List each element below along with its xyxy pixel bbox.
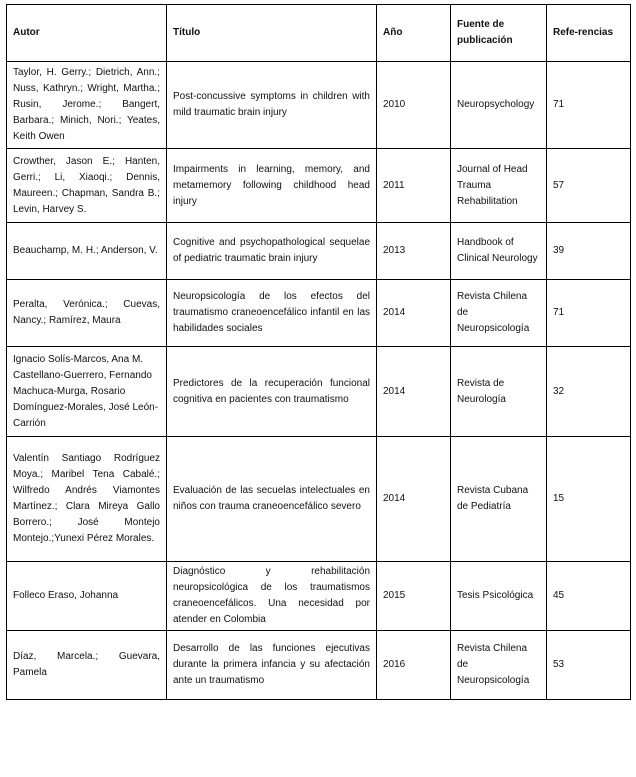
cell-referencias: 57 bbox=[547, 149, 631, 223]
cell-autor: Crowther, Jason E.; Hanten, Gerri.; Li, Xiaoqi.; Dennis, Maureen.; Chapman, Sandra B.; Levin, Harvey S. bbox=[7, 149, 167, 223]
cell-referencias: 15 bbox=[547, 437, 631, 562]
cell-fuente: Handbook of Clinical Neurology bbox=[451, 223, 547, 280]
table-row bbox=[7, 149, 631, 223]
cell-anio: 2011 bbox=[377, 149, 451, 223]
cell-autor: Peralta, Verónica.; Cuevas, Nancy.; Ramírez, Maura bbox=[7, 280, 167, 347]
cell-anio: 2013 bbox=[377, 223, 451, 280]
cell-anio: 2014 bbox=[377, 280, 451, 347]
cell-anio: 2014 bbox=[377, 347, 451, 437]
table-row bbox=[7, 347, 631, 437]
cell-autor: Díaz, Marcela.; Guevara, Pamela bbox=[7, 631, 167, 700]
cell-titulo: Desarrollo de las funciones ejecutivas durante la primera infancia y su afectación ante un traumatismo bbox=[167, 631, 377, 700]
cell-titulo: Cognitive and psychopathological sequelae of pediatric traumatic brain injury bbox=[167, 223, 377, 280]
cell-referencias: 45 bbox=[547, 562, 631, 631]
cell-autor: Ignacio Solís-Marcos, Ana M. Castellano-Guerrero, Fernando Machuca-Murga, Rosario Domínguez-Morales, José León-Carrión bbox=[7, 347, 167, 437]
cell-fuente: Revista Cubana de Pediatría bbox=[451, 437, 547, 562]
table-row bbox=[7, 280, 631, 347]
cell-fuente: Tesis Psicológica bbox=[451, 562, 547, 631]
cell-autor: Taylor, H. Gerry.; Dietrich, Ann.; Nuss, Kathryn.; Wright, Martha.; Rusin, Jerome.; Bangert, Barbara.; Minich, Nori.; Yeates, Keith Owen bbox=[7, 62, 167, 149]
publications-table bbox=[6, 4, 631, 700]
cell-referencias: 53 bbox=[547, 631, 631, 700]
cell-referencias: 71 bbox=[547, 62, 631, 149]
cell-titulo: Impairments in learning, memory, and metamemory following childhood head injury bbox=[167, 149, 377, 223]
cell-titulo: Diagnóstico y rehabilitación neuropsicológica de los traumatismos craneoencefálicos. Una necesidad por atender en Colombia bbox=[167, 562, 377, 631]
cell-titulo: Neuropsicología de los efectos del traumatismo craneoencefálico infantil en las habilidades sociales bbox=[167, 280, 377, 347]
document-page bbox=[6, 4, 630, 700]
cell-fuente: Journal of Head Trauma Rehabilitation bbox=[451, 149, 547, 223]
table-row bbox=[7, 437, 631, 562]
cell-autor: Beauchamp, M. H.; Anderson, V. bbox=[7, 223, 167, 280]
header-anio: Año bbox=[377, 5, 451, 62]
cell-fuente: Neuropsychology bbox=[451, 62, 547, 149]
cell-titulo: Evaluación de las secuelas intelectuales en niños con trauma craneoencefálico severo bbox=[167, 437, 377, 562]
header-titulo: Título bbox=[167, 5, 377, 62]
table-row bbox=[7, 223, 631, 280]
table-row bbox=[7, 62, 631, 149]
cell-anio: 2014 bbox=[377, 437, 451, 562]
header-fuente: Fuente de publicación bbox=[451, 5, 547, 62]
header-row bbox=[7, 5, 631, 62]
cell-autor: Valentín Santiago Rodríguez Moya.; Maribel Tena Cabalé.; Wilfredo Andrés Viamontes Martínez.; Clara Mireya Gallo Borrero.; José Montejo Montejo.;Yunexi Pérez Morales. bbox=[7, 437, 167, 562]
cell-referencias: 71 bbox=[547, 280, 631, 347]
cell-titulo: Post-concussive symptoms in children with mild traumatic brain injury bbox=[167, 62, 377, 149]
cell-anio: 2010 bbox=[377, 62, 451, 149]
cell-fuente: Revista Chilena de Neuropsicología bbox=[451, 280, 547, 347]
cell-fuente: Revista Chilena de Neuropsicología bbox=[451, 631, 547, 700]
header-referencias: Refe-rencias bbox=[547, 5, 631, 62]
cell-fuente: Revista de Neurología bbox=[451, 347, 547, 437]
table-row bbox=[7, 631, 631, 700]
cell-anio: 2016 bbox=[377, 631, 451, 700]
cell-titulo: Predictores de la recuperación funcional cognitiva en pacientes con traumatismo bbox=[167, 347, 377, 437]
header-autor: Autor bbox=[7, 5, 167, 62]
cell-referencias: 32 bbox=[547, 347, 631, 437]
cell-referencias: 39 bbox=[547, 223, 631, 280]
cell-anio: 2015 bbox=[377, 562, 451, 631]
cell-autor: Folleco Eraso, Johanna bbox=[7, 562, 167, 631]
table-row bbox=[7, 562, 631, 631]
